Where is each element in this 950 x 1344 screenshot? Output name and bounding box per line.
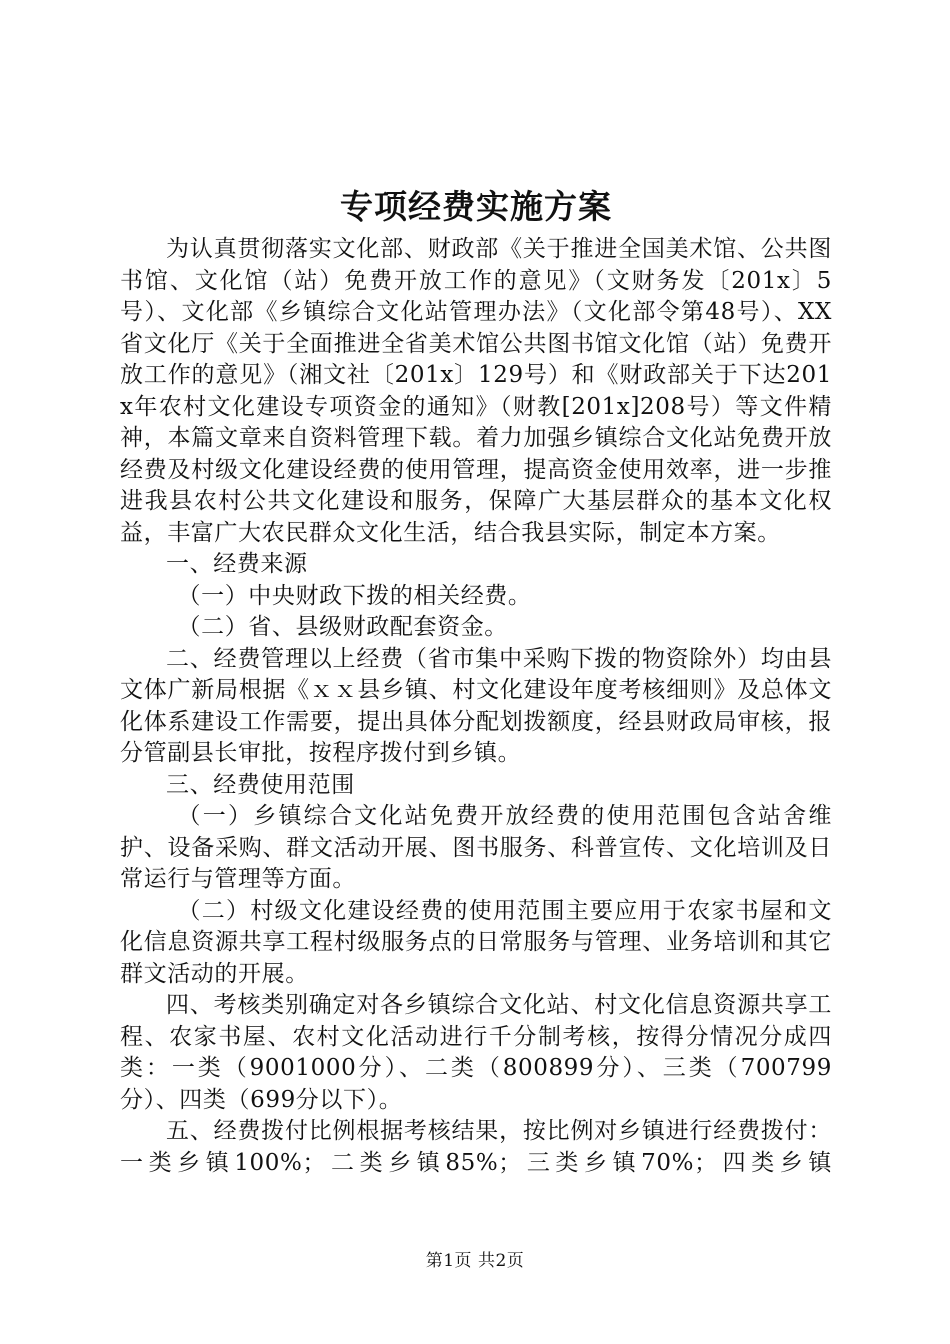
section-assessment-categories: 四、考核类别确定对各乡镇综合文化站、村文化信息资源共享工程、农家书屋、农村文化活动进行千分制考核，按得分情况分成四类：一类（9001000分）、二类（800899分）、三类（700799分）、四类（699分以下）。 (120, 992, 832, 1113)
usage-scope-item-1: （一）乡镇综合文化站免费开放经费的使用范围包含站舍维护、设备采购、群文活动开展、图书服务、科普宣传、文化培训及日常运行与管理等方面。 (120, 803, 832, 892)
section-heading-usage-scope: 三、经费使用范围 (166, 771, 355, 798)
section-heading-funding-source: 一、经费来源 (166, 551, 308, 577)
funding-source-item-1: （一）中央财政下拨的相关经费。 (177, 582, 532, 609)
usage-scope-item-2: （二）村级文化建设经费的使用范围主要应用于农家书屋和文化信息资源共享工程村级服务点的日常服务与管理、业务培训和其它群文活动的开展。 (120, 897, 832, 987)
document-page (120, 182, 832, 1179)
section-funding-management: 二、经费管理以上经费（省市集中采购下拨的物资除外）均由县文体广新局根据《ｘｘ县乡镇、村文化建设年度考核细则》及总体文化体系建设工作需要，提出具体分配划拨额度，经县财政局审核，报分管副县长审批，按程序拨付到乡镇。 (120, 645, 832, 766)
section-funding-allocation: 五、经费拨付比例根据考核结果，按比例对乡镇进行经费拨付：一类乡镇100%；二类乡镇85%；三类乡镇70%；四类乡镇 (120, 1118, 832, 1176)
intro-paragraph: 为认真贯彻落实文化部、财政部《关于推进全国美术馆、公共图书馆、文化馆（站）免费开放工作的意见》（文财务发〔201x〕5号）、文化部《乡镇综合文化站管理办法》（文化部令第48号）、XX省文化厅《关于全面推进全省美术馆公共图书馆文化馆（站）免费开放工作的意见》（湘文社〔201x〕129号）和《财政部关于下达201x年农村文化建设专项资金的通知》（财教[201x]208号）等文件精神，本篇文章来自资料管理下载。着力加强乡镇综合文化站免费开放经费及村级文化建设经费的使用管理，提高资金使用效率，进一步推进我县农村公共文化建设和服务，保障广大基层群众的基本文化权益，丰富广大农民群众文化生活，结合我县实际，制定本方案。 (120, 236, 832, 546)
page-footer: 第1页 共2页 (425, 1251, 525, 1271)
document-title: 专项经费实施方案 (340, 187, 612, 226)
document-body (120, 234, 832, 1179)
funding-source-item-2: （二）省、县级财政配套资金。 (177, 614, 508, 640)
